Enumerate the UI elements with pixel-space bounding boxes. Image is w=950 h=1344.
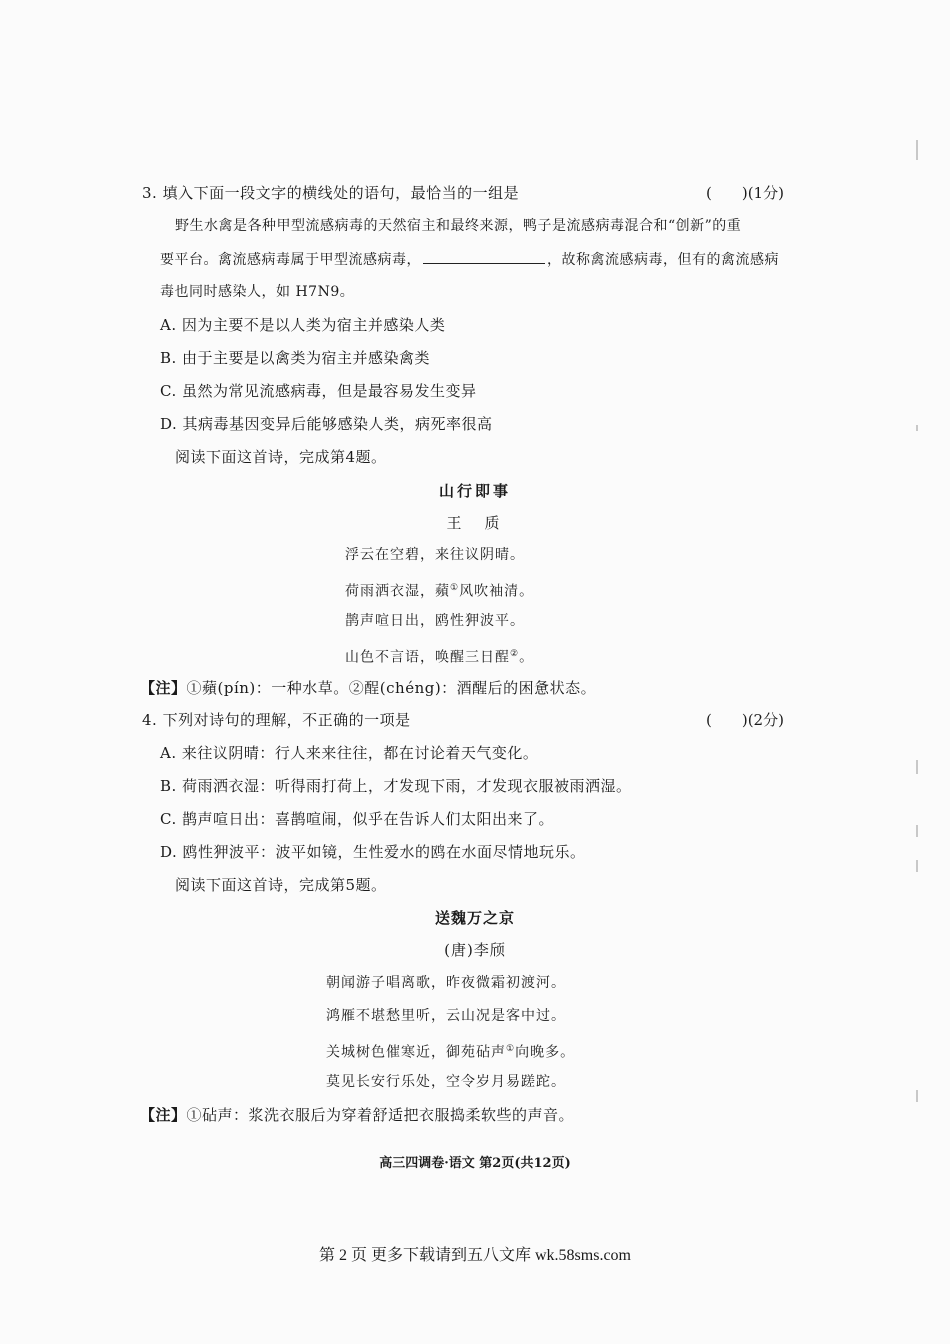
poem1-line2b: 风吹袖清。 (459, 583, 535, 600)
poem2-line3b: 向晚多。 (515, 1044, 576, 1061)
poem2-note-text: ①砧声：浆洗衣服后为穿着舒适把衣服捣柔软些的声音。 (186, 1106, 575, 1124)
q3-score: ( )(1分) (706, 184, 784, 202)
q4-option-b: B. 荷雨洒衣湿：听得雨打荷上，才发现下雨，才发现衣服被雨洒湿。 (160, 777, 632, 795)
q4-option-c: C. 鹊声喧日出：喜鹊喧闹，似乎在告诉人们太阳出来了。 (160, 810, 554, 828)
poem1-line3: 鹊声喧日出，鸥性狎波平。 (345, 613, 525, 629)
q4-intro: 阅读下面这首诗，完成第4题。 (175, 448, 387, 466)
q3-stem: 3. 填入下面一段文字的横线处的语句，最恰当的一组是 (142, 184, 520, 202)
poem1-author: 王 质 (446, 514, 504, 532)
poem1-line4-text: 山色不言语，唤醒三日酲 (345, 649, 510, 666)
q3-passage-line2b: ，故称禽流感病毒，但有的禽流感病 (547, 252, 779, 268)
note-mark-1: ① (450, 583, 460, 593)
q3-option-c: C. 虽然为常见流感病毒，但是最容易发生变异 (160, 382, 477, 400)
poem1-note-text: ①蘋(pín)：一种水草。②酲(chéng)：酒醒后的困惫状态。 (186, 679, 597, 697)
q5-intro: 阅读下面这首诗，完成第5题。 (175, 876, 387, 894)
q3-passage-line2a: 要平台。禽流感病毒属于甲型流感病毒， (160, 252, 421, 268)
poem1-line2 (345, 578, 534, 602)
scan-edge-mark (916, 860, 918, 872)
poem2-line1: 朝闻游子唱离歌，昨夜微霜初渡河。 (326, 975, 566, 991)
poem2-title: 送魏万之京 (434, 909, 515, 927)
q3-option-a: A. 因为主要不是以人类为宿主并感染人类 (160, 316, 446, 334)
poem1-line1: 浮云在空碧，来往议阴晴。 (345, 547, 525, 563)
scan-edge-mark (916, 140, 918, 160)
scan-edge-mark (916, 1090, 918, 1102)
poem2-line3a: 关城树色催寒近，御苑砧声 (326, 1044, 506, 1061)
q4-score: ( )(2分) (706, 711, 784, 729)
q3-passage-line3: 毒也同时感染人，如 H7N9。 (160, 284, 355, 300)
note-mark-3: ① (506, 1044, 516, 1054)
poem1-note (140, 678, 596, 698)
download-footer: 第 2 页 更多下载请到五八文库 wk.58sms.com (318, 1247, 631, 1264)
q4-option-a: A. 来往议阴晴：行人来来往往，都在讨论着天气变化。 (160, 744, 539, 762)
poem2-author: (唐)李颀 (444, 941, 506, 959)
exam-page-footer: 高三四调卷·语文 第2页(共12页) (379, 1156, 571, 1171)
q4-option-d: D. 鸥性狎波平：波平如镜，生性爱水的鸥在水面尽情地玩乐。 (160, 843, 586, 861)
note-label: 【注】 (140, 679, 187, 697)
note-mark-2: ② (510, 649, 520, 659)
scan-edge-mark (916, 760, 918, 774)
poem1-title: 山行即事 (438, 482, 511, 500)
answer-blank (423, 249, 545, 264)
q4-stem: 4. 下列对诗句的理解，不正确的一项是 (142, 711, 411, 729)
poem2-line2: 鸿雁不堪愁里听，云山况是客中过。 (326, 1008, 566, 1024)
note-label-2: 【注】 (140, 1106, 187, 1124)
q3-passage-line1: 野生水禽是各种甲型流感病毒的天然宿主和最终来源，鸭子是流感病毒混合和“创新”的重 (175, 218, 742, 234)
poem1-line4: 山色不言语，唤醒三日酲②。 (345, 649, 535, 666)
q3-option-d: D. 其病毒基因变异后能够感染人类，病死率很高 (160, 415, 493, 433)
poem2-line4: 莫见长安行乐处，空令岁月易蹉跎。 (326, 1074, 566, 1090)
poem2-note (140, 1105, 574, 1125)
poem2-line3 (326, 1039, 575, 1063)
scan-edge-mark (916, 425, 918, 431)
scan-edge-mark (916, 825, 918, 837)
q3-option-b: B. 由于主要是以禽类为宿主并感染禽类 (160, 349, 431, 367)
q3-passage-line2 (160, 249, 779, 270)
poem1-line2a: 荷雨洒衣湿，蘋 (345, 583, 450, 600)
